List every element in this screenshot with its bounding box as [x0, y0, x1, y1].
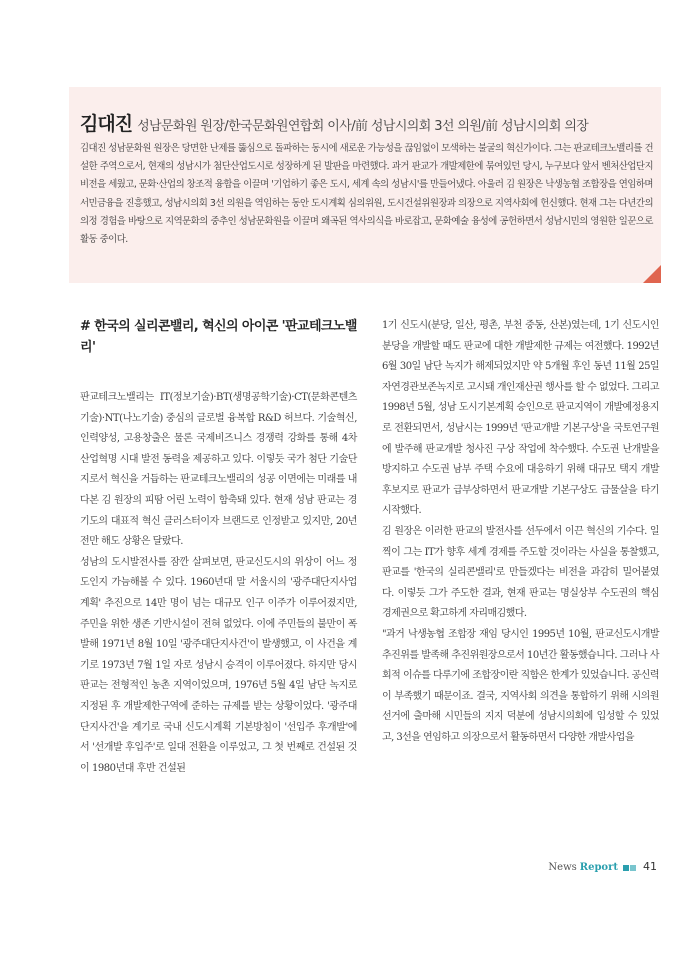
footer-report-label: Report [579, 862, 618, 873]
footer-squares-icon [623, 862, 637, 873]
footer-news-label: News [548, 862, 577, 873]
article-paragraph: 김 원장은 이러한 판교의 발전사를 선두에서 이끈 혁신의 기수다. 일찍이 그는 IT가 향후 세계 경제를 주도할 것이라는 사실을 통찰했고, 판교를 '한국의 실리콘밸리'로 만들겠다는 비전을 과감히 밀어붙였다. 이렇듯 그가 주도한 결과, 현재 판교는 명실상부 수도권의 핵심 경제권으로 확고하게 자리매김했다. [382, 525, 659, 620]
page-number: 41 [643, 860, 657, 873]
profile-name: 김대진 [80, 113, 133, 135]
article-column-right [382, 316, 659, 748]
profile-title: 성남문화원 원장/한국문화원연합회 이사/前 성남시의회 3선 의원/前 성남시의회 의장 [137, 119, 589, 134]
article-paragraph: "과거 낙생농협 조합장 재임 당시인 1995년 10월, 판교신도시개발추진위를 발족해 추진위원장으로서 10년간 활동했습니다. 그러나 사회적 이슈를 다루기에 조합장이란 직함은 한계가 있었습니다. 공신력이 부족했기 때문이죠. 결국, 지역사회 의견을 통합하기 위해 시의원 선거에 출마해 시민들의 지지 덕분에 성남시의회에 입성할 수 있었고, 3선을 연임하고 의장으로서 활동하면서 다양한 개발사업을 [382, 628, 659, 743]
article-paragraph: 1기 신도시(분당, 일산, 평촌, 부천 중동, 산본)였는데, 1기 신도시인 분당을 개발할 때도 판교에 대한 개발제한 규제는 여전했다. 1992년 6월 30일 남단 녹지가 해제되었지만 약 5개월 후인 동년 11월 25일 자연경관보존녹지로 고시돼 개인재산권 행사를 할 수 없었다. 그리고 1998년 5월, 성남 도시기본계획 승인으로 판교지역이 개발예정용지로 전환되면서, 성남시는 1999년 '판교개발 기본구상'을 국토연구원에 발주해 판교개발 청사진 구상 작업에 착수했다. 수도권 난개발을 방지하고 수도권 남부 주택 수요에 대응하기 위해 대규모 택지 개발 후보지로 판교가 급부상하면서 판교개발 기본구상도 급물살을 타기 시작했다. [382, 320, 659, 517]
profile-box [69, 87, 661, 283]
article-paragraph: 성남의 도시발전사를 잠깐 살펴보면, 판교신도시의 위상이 어느 정도인지 가늠해볼 수 있다. 1960년대 말 서울시의 '광주대단지사업계획' 추진으로 14만 명이 넘는 대규모 인구 이주가 이루어졌지만, 주민을 위한 생존 기반시설이 전혀 없었다. 이에 주민들의 불만이 폭발해 1971년 8월 10일 '광주대단지사건'이 발생했고, 이 사건을 계기로 1973년 7월 1일 자로 성남시 승격이 이루어졌다. 하지만 당시 판교는 전형적인 농촌 지역이었으며, 1976년 5월 4일 남단 녹지로 지정된 후 개발제한구역에 준하는 규제를 받는 상황이었다. '광주대단지사건'을 계기로 국내 신도시계획 기본방침이 '선입주 후개발'에서 '선개발 후입주'로 일대 전환을 이루었고, 그 첫 번째로 건설된 것이 1980년대 후반 건설된 [80, 556, 357, 774]
profile-bio: 김대진 성남문화원 원장은 당면한 난제를 뚫심으로 돌파하는 동시에 새로운 가능성을 끊임없이 모색하는 불굴의 혁신가이다. 그는 판교테크노밸리를 건설한 주역으로서, 현재의 성남시가 첨단산업도시로 성장하게 된 발판을 마련했다. 과거 판교가 개발제한에 묶여있던 당시, 누구보다 앞서 벤처산업단지 비전을 세웠고, 문화·산업의 창조적 융합을 이끌며 '기업하기 좋은 도시, 세계 속의 성남시'를 만들어냈다. 아울러 김 원장은 낙생농협 조합장을 연임하며 서민금융을 진흥했고, 성남시의회 3선 의원을 역임하는 동안 도시계획 심의위원, 도시건설위원장과 의장으로 지역사회에 헌신했다. 현재 그는 다년간의 의정 경험을 바탕으로 지역문화의 중추인 성남문화원을 이끌며 왜곡된 역사의식을 바로잡고, 문화예술 융성에 공헌하면서 성남시민의 영원한 일꾼으로 활동 중이다. [80, 143, 653, 246]
page-footer [548, 860, 657, 873]
profile-header [80, 109, 588, 136]
article-column-left [80, 316, 357, 779]
section-heading: # 한국의 실리콘밸리, 혁신의 아이콘 '판교테크노밸리' [80, 319, 357, 355]
corner-triangle-decoration [643, 265, 661, 283]
article-paragraph: 판교테크노밸리는 IT(정보기술)·BT(생명공학기술)·CT(문화콘텐츠기술)·NT(나노기술) 중심의 글로벌 융복합 R&D 허브다. 기술혁신, 인력양성, 고용창출은 물론 국제비즈니스 경쟁력 강화를 통해 4차 산업혁명 시대 발전 동력을 제공하고 있다. 이렇듯 국가 첨단 기술단지로서 혁신을 거듭하는 판교테크노밸리의 성공 이면에는 미래를 내다본 김 원장의 피땀 어린 노력이 함축돼 있다. 현재 성남 판교는 경기도의 대표적 혁신 클러스터이자 브랜드로 인정받고 있지만, 20년 전만 해도 상황은 달랐다. [80, 392, 357, 548]
